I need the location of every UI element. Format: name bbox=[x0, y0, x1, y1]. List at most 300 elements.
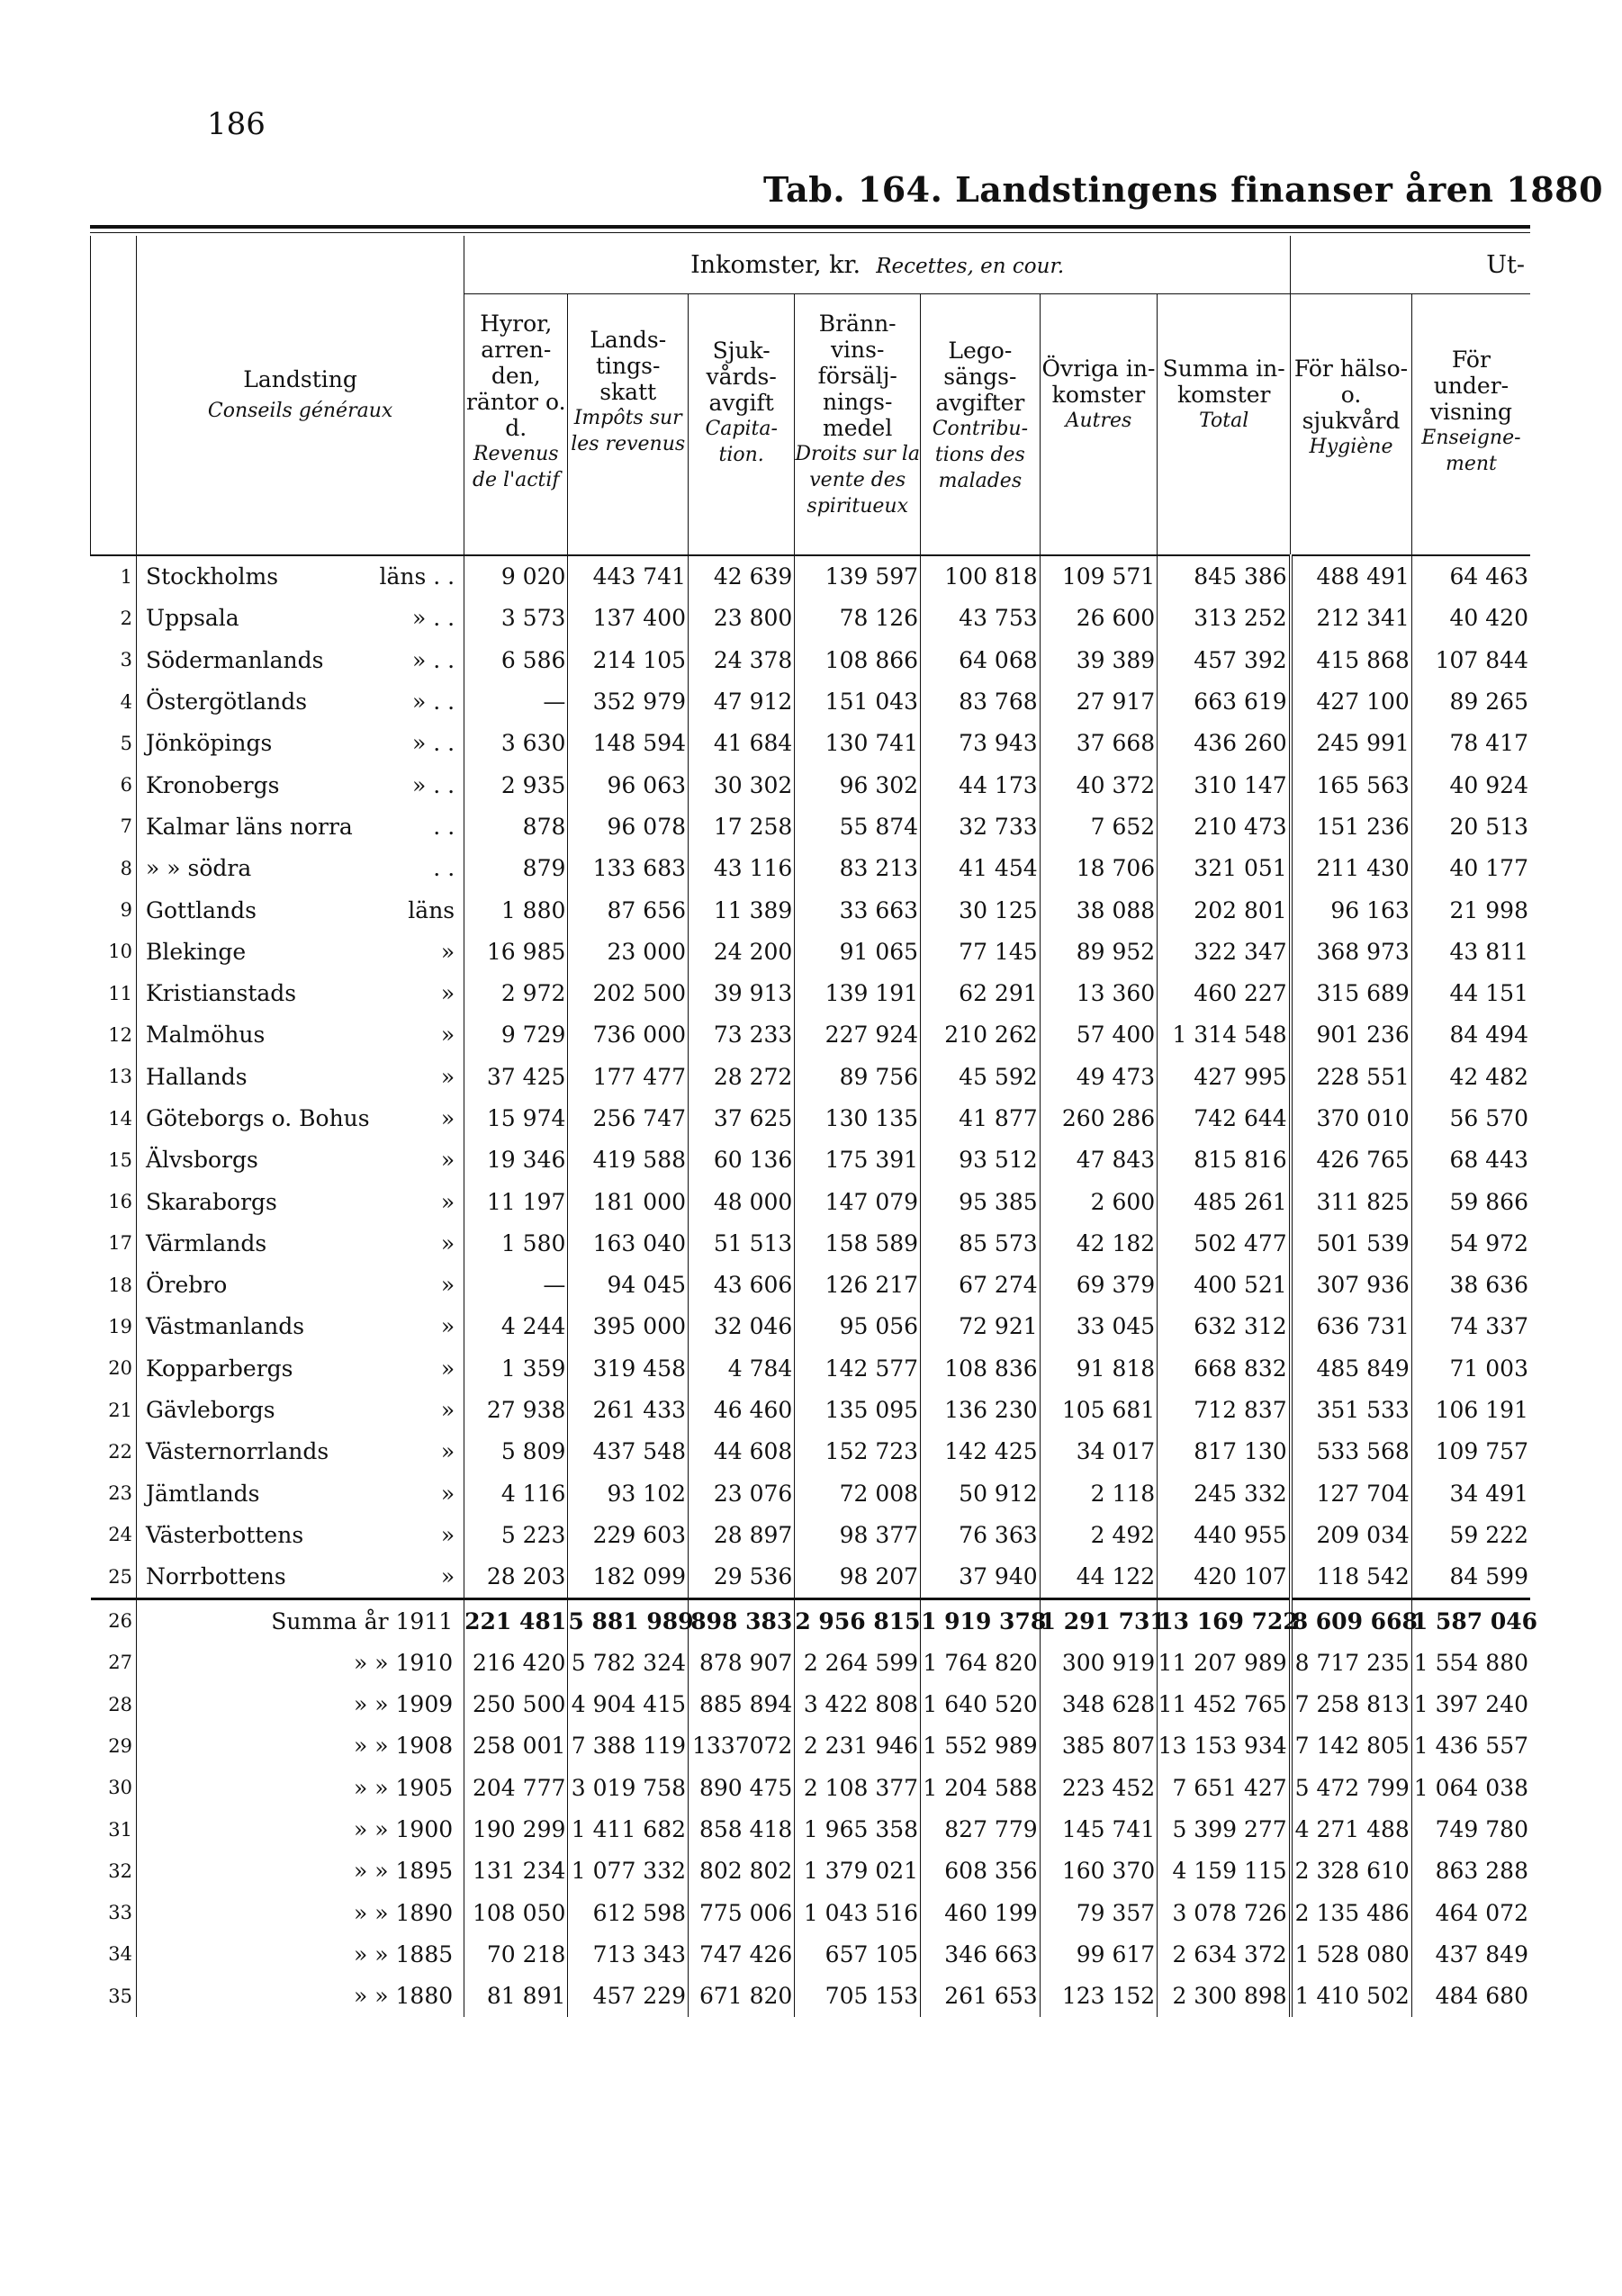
value-cell: 250 500 bbox=[464, 1684, 568, 1725]
row-number: 7 bbox=[120, 815, 132, 838]
value-cell: 311 825 bbox=[1291, 1181, 1412, 1222]
table-row bbox=[91, 972, 1531, 1013]
col-header-sjukvardsavgift bbox=[689, 294, 795, 555]
value-cell: 261 653 bbox=[921, 1976, 1041, 2017]
landsting-name: Gottlands bbox=[146, 896, 257, 923]
summary-row bbox=[91, 1684, 1531, 1725]
value-cell: 1 077 332 bbox=[568, 1850, 689, 1892]
landsting-suffix: » bbox=[440, 1022, 455, 1049]
value-cell: 1 580 bbox=[464, 1222, 568, 1264]
value-cell: 59 222 bbox=[1411, 1514, 1530, 1555]
value-cell: 385 807 bbox=[1040, 1725, 1158, 1767]
value-cell: 91 818 bbox=[1040, 1347, 1158, 1389]
value-cell: 133 683 bbox=[568, 848, 689, 889]
value-cell: 307 936 bbox=[1291, 1265, 1412, 1306]
value-cell: 879 bbox=[464, 848, 568, 889]
value-cell: 33 045 bbox=[1040, 1306, 1158, 1347]
value-cell: 48 000 bbox=[689, 1181, 795, 1222]
landsting-suffix: » . . bbox=[412, 689, 455, 716]
landsting-name: Kalmar läns norra bbox=[146, 813, 353, 840]
value-cell: 57 400 bbox=[1040, 1014, 1158, 1056]
value-cell: 108 866 bbox=[795, 639, 921, 680]
row-number: 24 bbox=[108, 1524, 132, 1546]
row-number: 13 bbox=[108, 1066, 132, 1088]
value-cell: 142 425 bbox=[921, 1431, 1041, 1472]
value-cell: 67 274 bbox=[921, 1265, 1041, 1306]
value-cell: 15 974 bbox=[464, 1097, 568, 1139]
value-cell: 2 231 946 bbox=[795, 1725, 921, 1767]
value-cell: 131 234 bbox=[464, 1850, 568, 1892]
col-sv: Summa in-komster bbox=[1162, 356, 1285, 408]
row-number: 29 bbox=[108, 1734, 132, 1757]
group-header-row bbox=[91, 236, 1531, 294]
landsting-name-cell bbox=[137, 764, 464, 806]
value-cell: 40 177 bbox=[1411, 848, 1530, 889]
value-cell: 109 757 bbox=[1411, 1431, 1530, 1472]
value-cell: 139 597 bbox=[795, 555, 921, 598]
row-number: 2 bbox=[120, 607, 132, 629]
landsting-name: Göteborgs o. Bohus bbox=[146, 1105, 370, 1131]
value-cell: 37 940 bbox=[921, 1556, 1041, 1599]
value-cell: 127 704 bbox=[1291, 1472, 1412, 1514]
value-cell: 460 227 bbox=[1158, 972, 1291, 1013]
landsting-name: Kopparbergs bbox=[146, 1355, 293, 1382]
value-cell: 50 912 bbox=[921, 1472, 1041, 1514]
value-cell: 223 452 bbox=[1040, 1767, 1158, 1808]
landsting-suffix: . . bbox=[433, 855, 455, 882]
landsting-name: Älvsborgs bbox=[146, 1147, 258, 1174]
value-cell: 245 332 bbox=[1158, 1472, 1291, 1514]
value-cell: 84 599 bbox=[1411, 1556, 1530, 1599]
value-cell: 1 587 046 bbox=[1411, 1598, 1530, 1642]
landsting-suffix: » bbox=[440, 980, 455, 1007]
value-cell: 190 299 bbox=[464, 1808, 568, 1850]
col-sv: För hälso- o. sjukvård bbox=[1293, 356, 1409, 434]
value-cell: 105 681 bbox=[1040, 1389, 1158, 1430]
value-cell: 40 924 bbox=[1411, 764, 1530, 806]
value-cell: 5 399 277 bbox=[1158, 1808, 1291, 1850]
value-cell: 671 820 bbox=[689, 1976, 795, 2017]
landsting-suffix: » . . bbox=[412, 730, 455, 757]
table-row bbox=[91, 848, 1531, 889]
value-cell: 6 586 bbox=[464, 639, 568, 680]
value-cell: 705 153 bbox=[795, 1976, 921, 2017]
value-cell: 457 229 bbox=[568, 1976, 689, 2017]
expense-group-label: Ut- bbox=[1486, 250, 1525, 279]
row-number: 6 bbox=[120, 774, 132, 797]
value-cell: 34 491 bbox=[1411, 1472, 1530, 1514]
col-fr: Droits sur la vente des spiritueux bbox=[795, 443, 921, 518]
value-cell: 608 356 bbox=[921, 1850, 1041, 1892]
value-cell: 23 076 bbox=[689, 1472, 795, 1514]
value-cell: 54 972 bbox=[1411, 1222, 1530, 1264]
value-cell: 1 640 520 bbox=[921, 1684, 1041, 1725]
value-cell: 44 122 bbox=[1040, 1556, 1158, 1599]
value-cell: 70 218 bbox=[464, 1933, 568, 1975]
landsting-name-cell bbox=[137, 1056, 464, 1097]
value-cell: 29 536 bbox=[689, 1556, 795, 1599]
value-cell: 2 935 bbox=[464, 764, 568, 806]
value-cell: 310 147 bbox=[1158, 764, 1291, 806]
summary-label: » » 1895 bbox=[137, 1850, 464, 1892]
value-cell: 1 965 358 bbox=[795, 1808, 921, 1850]
value-cell: 99 617 bbox=[1040, 1933, 1158, 1975]
page-number: 186 bbox=[207, 106, 266, 142]
value-cell: 460 199 bbox=[921, 1892, 1041, 1933]
value-cell: 147 079 bbox=[795, 1181, 921, 1222]
value-cell: 163 040 bbox=[568, 1222, 689, 1264]
summary-row bbox=[91, 1976, 1531, 2017]
value-cell: 657 105 bbox=[795, 1933, 921, 1975]
value-cell: 817 130 bbox=[1158, 1431, 1291, 1472]
summary-label: » » 1900 bbox=[137, 1808, 464, 1850]
income-group-label: Inkomster, kr. bbox=[690, 250, 861, 279]
landsting-suffix: » . . bbox=[412, 771, 455, 798]
col-fr: Impôts sur les revenus bbox=[571, 407, 686, 455]
value-cell: 106 191 bbox=[1411, 1389, 1530, 1430]
value-cell: 109 571 bbox=[1040, 555, 1158, 598]
landsting-name: Norrbottens bbox=[146, 1563, 286, 1590]
value-cell: 21 998 bbox=[1411, 889, 1530, 931]
value-cell: 713 343 bbox=[568, 1933, 689, 1975]
landsting-suffix: » bbox=[440, 1480, 455, 1507]
value-cell: 175 391 bbox=[795, 1139, 921, 1181]
table-row bbox=[91, 1556, 1531, 1599]
landsting-name: Jönköpings bbox=[146, 730, 273, 757]
value-cell: 40 420 bbox=[1411, 598, 1530, 639]
value-cell: 91 065 bbox=[795, 931, 921, 972]
value-cell: 26 600 bbox=[1040, 598, 1158, 639]
col-header-summa bbox=[1158, 294, 1291, 555]
expense-group-header bbox=[1291, 236, 1530, 294]
value-cell: 313 252 bbox=[1158, 598, 1291, 639]
value-cell: 46 460 bbox=[689, 1389, 795, 1430]
value-cell: 736 000 bbox=[568, 1014, 689, 1056]
table-row bbox=[91, 1347, 1531, 1389]
value-cell: 7 388 119 bbox=[568, 1725, 689, 1767]
value-cell: — bbox=[464, 680, 568, 722]
landsting-suffix: » bbox=[440, 1397, 455, 1424]
col-fr: Contribu-tions des malades bbox=[932, 418, 1029, 492]
value-cell: 93 102 bbox=[568, 1472, 689, 1514]
value-cell: 37 668 bbox=[1040, 723, 1158, 764]
value-cell: 160 370 bbox=[1040, 1850, 1158, 1892]
summary-label: » » 1909 bbox=[137, 1684, 464, 1725]
row-number: 14 bbox=[108, 1107, 132, 1130]
landsting-name: » » södra bbox=[146, 855, 252, 882]
value-cell: 1 359 bbox=[464, 1347, 568, 1389]
value-cell: 33 663 bbox=[795, 889, 921, 931]
table-row bbox=[91, 931, 1531, 972]
value-cell: 437 548 bbox=[568, 1431, 689, 1472]
value-cell: 747 426 bbox=[689, 1933, 795, 1975]
value-cell: 11 452 765 bbox=[1158, 1684, 1291, 1725]
landsting-name: Västerbottens bbox=[146, 1521, 304, 1548]
table-row bbox=[91, 680, 1531, 722]
value-cell: 533 568 bbox=[1291, 1431, 1412, 1472]
value-cell: 96 063 bbox=[568, 764, 689, 806]
value-cell: 151 236 bbox=[1291, 806, 1412, 847]
row-number: 21 bbox=[108, 1399, 132, 1421]
value-cell: 13 169 722 bbox=[1158, 1598, 1291, 1642]
value-cell: 76 363 bbox=[921, 1514, 1041, 1555]
landsting-suffix: » bbox=[440, 1355, 455, 1382]
value-cell: 3 630 bbox=[464, 723, 568, 764]
value-cell: 4 904 415 bbox=[568, 1684, 689, 1725]
value-cell: 41 877 bbox=[921, 1097, 1041, 1139]
row-number: 25 bbox=[108, 1565, 132, 1588]
value-cell: 11 389 bbox=[689, 889, 795, 931]
landsting-name-cell bbox=[137, 1014, 464, 1056]
table-row bbox=[91, 1222, 1531, 1264]
top-rule-thin bbox=[90, 232, 1530, 233]
value-cell: 9 020 bbox=[464, 555, 568, 598]
value-cell: 64 068 bbox=[921, 639, 1041, 680]
value-cell: 135 095 bbox=[795, 1389, 921, 1430]
value-cell: 260 286 bbox=[1040, 1097, 1158, 1139]
value-cell: 20 513 bbox=[1411, 806, 1530, 847]
value-cell: 210 473 bbox=[1158, 806, 1291, 847]
row-number: 22 bbox=[108, 1440, 132, 1463]
value-cell: 98 207 bbox=[795, 1556, 921, 1599]
value-cell: 8 717 235 bbox=[1291, 1642, 1412, 1683]
page-title: Tab. 164. Landstingens finanser åren 1880 bbox=[763, 169, 1604, 210]
row-number: 1 bbox=[91, 555, 137, 598]
value-cell: 1 397 240 bbox=[1411, 1684, 1530, 1725]
value-cell: 322 347 bbox=[1158, 931, 1291, 972]
table-row bbox=[91, 1472, 1531, 1514]
landsting-name-cell bbox=[137, 972, 464, 1013]
value-cell: 81 891 bbox=[464, 1976, 568, 2017]
value-cell: 1 436 557 bbox=[1411, 1725, 1530, 1767]
value-cell: 202 801 bbox=[1158, 889, 1291, 931]
value-cell: 1 764 820 bbox=[921, 1642, 1041, 1683]
value-cell: 485 261 bbox=[1158, 1181, 1291, 1222]
col-sv: För under-visning bbox=[1429, 347, 1512, 425]
value-cell: 457 392 bbox=[1158, 639, 1291, 680]
row-number: 18 bbox=[108, 1274, 132, 1296]
row-number: 16 bbox=[108, 1191, 132, 1213]
col-sv: Hyror, arren-den, räntor o. d. bbox=[466, 311, 566, 441]
income-group-label-fr: Recettes, en cour. bbox=[876, 254, 1065, 278]
table-row bbox=[91, 1056, 1531, 1097]
row-number: 8 bbox=[120, 857, 132, 879]
summary-row bbox=[91, 1850, 1531, 1892]
value-cell: 182 099 bbox=[568, 1556, 689, 1599]
value-cell: 28 897 bbox=[689, 1514, 795, 1555]
value-cell: 74 337 bbox=[1411, 1306, 1530, 1347]
value-cell: 7 652 bbox=[1040, 806, 1158, 847]
value-cell: 18 706 bbox=[1040, 848, 1158, 889]
landsting-name: Kristianstads bbox=[146, 980, 297, 1007]
value-cell: 136 230 bbox=[921, 1389, 1041, 1430]
value-cell: 78 417 bbox=[1411, 723, 1530, 764]
landsting-suffix: » bbox=[440, 1063, 455, 1090]
value-cell: 23 800 bbox=[689, 598, 795, 639]
value-cell: 148 594 bbox=[568, 723, 689, 764]
value-cell: 30 125 bbox=[921, 889, 1041, 931]
landsting-suffix: läns . . bbox=[379, 563, 455, 590]
value-cell: 1 528 080 bbox=[1291, 1933, 1412, 1975]
landsting-name: Värmlands bbox=[146, 1229, 267, 1256]
value-cell: 1 411 682 bbox=[568, 1808, 689, 1850]
value-cell: 142 577 bbox=[795, 1347, 921, 1389]
summary-row bbox=[91, 1808, 1531, 1850]
value-cell: 64 463 bbox=[1411, 555, 1530, 598]
value-cell: — bbox=[464, 1265, 568, 1306]
value-cell: 427 100 bbox=[1291, 680, 1412, 722]
landsting-name-cell bbox=[137, 1556, 464, 1599]
col-header-landstingsskatt bbox=[568, 294, 689, 555]
col-header-brannvin bbox=[795, 294, 921, 555]
value-cell: 89 952 bbox=[1040, 931, 1158, 972]
value-cell: 5 881 989 bbox=[568, 1598, 689, 1642]
top-rule bbox=[90, 225, 1530, 229]
value-cell: 130 741 bbox=[795, 723, 921, 764]
value-cell: 93 512 bbox=[921, 1139, 1041, 1181]
value-cell: 89 265 bbox=[1411, 680, 1530, 722]
row-number: 31 bbox=[108, 1818, 132, 1841]
value-cell: 85 573 bbox=[921, 1222, 1041, 1264]
landsting-name-cell bbox=[137, 1306, 464, 1347]
value-cell: 5 223 bbox=[464, 1514, 568, 1555]
table-row bbox=[91, 639, 1531, 680]
value-cell: 2 634 372 bbox=[1158, 1933, 1291, 1975]
landsting-suffix: » bbox=[440, 1521, 455, 1548]
table-row bbox=[91, 1306, 1531, 1347]
value-cell: 43 811 bbox=[1411, 931, 1530, 972]
summary-row bbox=[91, 1933, 1531, 1975]
col-fr: Autres bbox=[1065, 410, 1132, 432]
value-cell: 2 972 bbox=[464, 972, 568, 1013]
value-cell: 1 204 588 bbox=[921, 1767, 1041, 1808]
value-cell: 395 000 bbox=[568, 1306, 689, 1347]
summary-label: » » 1880 bbox=[137, 1976, 464, 2017]
value-cell: 636 731 bbox=[1291, 1306, 1412, 1347]
value-cell: 204 777 bbox=[464, 1767, 568, 1808]
value-cell: 1 410 502 bbox=[1291, 1976, 1412, 2017]
landsting-suffix: » bbox=[440, 1272, 455, 1299]
value-cell: 351 533 bbox=[1291, 1389, 1412, 1430]
value-cell: 368 973 bbox=[1291, 931, 1412, 972]
value-cell: 885 894 bbox=[689, 1684, 795, 1725]
table-row bbox=[91, 555, 1531, 598]
line-number-header bbox=[91, 236, 137, 555]
value-cell: 73 233 bbox=[689, 1014, 795, 1056]
value-cell: 27 938 bbox=[464, 1389, 568, 1430]
value-cell: 501 539 bbox=[1291, 1222, 1412, 1264]
landsting-name: Västernorrlands bbox=[146, 1438, 329, 1465]
table-row bbox=[91, 764, 1531, 806]
value-cell: 775 006 bbox=[689, 1892, 795, 1933]
landsting-name-cell bbox=[137, 1222, 464, 1264]
value-cell: 24 200 bbox=[689, 931, 795, 972]
row-number: 10 bbox=[108, 941, 132, 963]
value-cell: 348 628 bbox=[1040, 1684, 1158, 1725]
value-cell: 11 207 989 bbox=[1158, 1642, 1291, 1683]
landsting-name-cell bbox=[137, 598, 464, 639]
value-cell: 38 088 bbox=[1040, 889, 1158, 931]
value-cell: 4 244 bbox=[464, 1306, 568, 1347]
row-number: 12 bbox=[108, 1023, 132, 1046]
value-cell: 256 747 bbox=[568, 1097, 689, 1139]
value-cell: 3 019 758 bbox=[568, 1767, 689, 1808]
value-cell: 663 619 bbox=[1158, 680, 1291, 722]
landsting-name-cell bbox=[137, 1097, 464, 1139]
value-cell: 420 107 bbox=[1158, 1556, 1291, 1599]
landsting-name-cell bbox=[137, 1347, 464, 1389]
landsting-name: Gävleborgs bbox=[146, 1397, 275, 1424]
value-cell: 30 302 bbox=[689, 764, 795, 806]
col-sv: Övriga in-komster bbox=[1041, 356, 1156, 408]
value-cell: 96 078 bbox=[568, 806, 689, 847]
value-cell: 5 472 799 bbox=[1291, 1767, 1412, 1808]
value-cell: 37 425 bbox=[464, 1056, 568, 1097]
value-cell: 2 600 bbox=[1040, 1181, 1158, 1222]
table-row bbox=[91, 1431, 1531, 1472]
value-cell: 419 588 bbox=[568, 1139, 689, 1181]
value-cell: 4 784 bbox=[689, 1347, 795, 1389]
col-fr: Total bbox=[1199, 410, 1249, 432]
value-cell: 152 723 bbox=[795, 1431, 921, 1472]
landsting-label: Landsting bbox=[243, 365, 357, 392]
landsting-name: Västmanlands bbox=[146, 1313, 305, 1340]
value-cell: 49 473 bbox=[1040, 1056, 1158, 1097]
col-header-ovriga bbox=[1040, 294, 1158, 555]
value-cell: 346 663 bbox=[921, 1933, 1041, 1975]
value-cell: 72 008 bbox=[795, 1472, 921, 1514]
col-fr: Enseigne-ment bbox=[1421, 427, 1521, 475]
value-cell: 202 500 bbox=[568, 972, 689, 1013]
value-cell: 23 000 bbox=[568, 931, 689, 972]
value-cell: 7 142 805 bbox=[1291, 1725, 1412, 1767]
summary-label: Summa år 1911 bbox=[137, 1598, 464, 1642]
landsting-name: Kronobergs bbox=[146, 771, 280, 798]
landsting-name: Stockholms bbox=[146, 563, 279, 590]
value-cell: 2 328 610 bbox=[1291, 1850, 1412, 1892]
value-cell: 32 046 bbox=[689, 1306, 795, 1347]
table-row bbox=[91, 1389, 1531, 1430]
value-cell: 34 017 bbox=[1040, 1431, 1158, 1472]
value-cell: 890 475 bbox=[689, 1767, 795, 1808]
row-number: 34 bbox=[108, 1943, 132, 1966]
col-sv: Lego-sängs-avgifter bbox=[935, 338, 1025, 416]
col-fr: Revenus de l'actif bbox=[472, 443, 560, 491]
table-row bbox=[91, 1139, 1531, 1181]
table-row bbox=[91, 1265, 1531, 1306]
value-cell: 632 312 bbox=[1158, 1306, 1291, 1347]
value-cell: 1 554 880 bbox=[1411, 1642, 1530, 1683]
value-cell: 427 995 bbox=[1158, 1056, 1291, 1097]
value-cell: 1 291 731 bbox=[1040, 1598, 1158, 1642]
value-cell: 352 979 bbox=[568, 680, 689, 722]
summary-label: » » 1905 bbox=[137, 1767, 464, 1808]
value-cell: 41 454 bbox=[921, 848, 1041, 889]
landsting-name: Hallands bbox=[146, 1063, 248, 1090]
value-cell: 38 636 bbox=[1411, 1265, 1530, 1306]
value-cell: 42 182 bbox=[1040, 1222, 1158, 1264]
value-cell: 2 108 377 bbox=[795, 1767, 921, 1808]
income-group-header bbox=[464, 236, 1291, 294]
value-cell: 437 849 bbox=[1411, 1933, 1530, 1975]
value-cell: 488 491 bbox=[1291, 555, 1412, 598]
value-cell: 210 262 bbox=[921, 1014, 1041, 1056]
value-cell: 96 302 bbox=[795, 764, 921, 806]
row-number: 30 bbox=[108, 1777, 132, 1799]
landsting-name: Östergötlands bbox=[146, 689, 308, 716]
value-cell: 27 917 bbox=[1040, 680, 1158, 722]
landsting-suffix: . . bbox=[433, 813, 455, 840]
